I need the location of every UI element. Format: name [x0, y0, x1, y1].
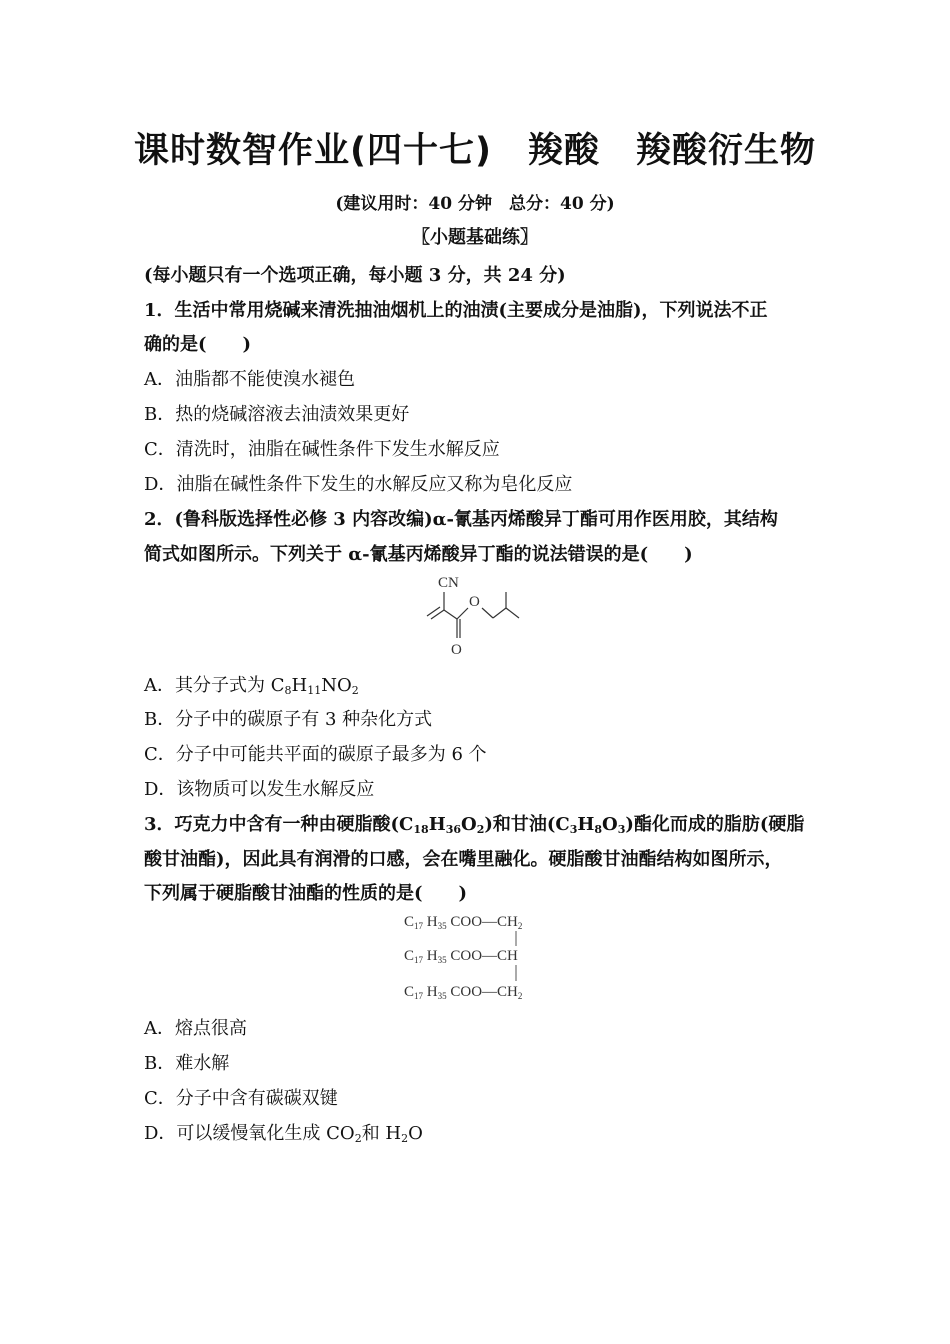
q2-option-b: B．分子中的碳原子有 3 种杂化方式 [144, 709, 433, 730]
cn-label: CN [438, 575, 459, 591]
q1-option-b: B．热的烧碱溶液去油渍效果更好 [144, 404, 410, 425]
q3-stem-line3: 下列属于硬脂酸甘油酯的性质的是( ) [144, 883, 468, 904]
q3-option-b: B．难水解 [144, 1053, 230, 1074]
q2-stem-line2: 简式如图所示。下列关于 α-氰基丙烯酸异丁酯的说法错误的是( ) [144, 544, 693, 565]
carbonyl-o-label: O [451, 642, 462, 658]
structure-row-2: $C_{17}$ $H_{35}$ COO—CH [404, 948, 518, 965]
time-score-note: (建议用时：40 分钟 总分：40 分) [335, 194, 615, 214]
q2-option-c: C．分子中可能共平面的碳原子最多为 6 个 [144, 744, 487, 765]
glyceryl-stearate-structure-diagram [400, 906, 550, 1006]
q1-option-a: A．油脂都不能使溴水褪色 [144, 369, 355, 390]
q3-stem-line2: 酸甘油酯)，因此具有润滑的口感，会在嘴里融化。硬脂酸甘油酯结构如图所示， [144, 849, 783, 870]
structure-row-1: $C_{17}$ $H_{35}$ $COO—CH_2$ [404, 914, 523, 931]
q3-option-c: C．分子中含有碳碳双键 [144, 1088, 338, 1109]
structure-row-3: $C_{17}$ $H_{35}$ $COO—CH_2$ [404, 984, 523, 1001]
q3-stem-line1: 3．巧克力中含有一种由硬脂酸$(C_{18}H_{36}O_2)$和甘油$(C_3H_8O_3)$酯化而成的脂肪(硬脂 [144, 814, 805, 836]
q3-option-a: A．熔点很高 [144, 1018, 247, 1039]
q1-option-d: D．油脂在碱性条件下发生的水解反应又称为皂化反应 [144, 474, 573, 495]
page-title: 课时数智作业(四十七) 羧酸 羧酸衍生物 [134, 131, 816, 171]
q3-option-d: D．可以缓慢氧化生成 $CO_2$和 $H_2O$ [144, 1123, 423, 1145]
q2-option-d: D．该物质可以发生水解反应 [144, 779, 375, 800]
instructions-note: (每小题只有一个选项正确，每小题 3 分，共 24 分) [144, 265, 566, 286]
q2-stem-line1: 2．(鲁科版选择性必修 3 内容改编)α-氰基丙烯酸异丁酯可用作医用胶，其结构 [144, 509, 778, 530]
q1-option-c: C．清洗时，油脂在碱性条件下发生水解反应 [144, 439, 500, 460]
q2-option-a: A．其分子式为 $C_8H_{11}NO_2$ [144, 675, 359, 697]
ester-o-label: O [469, 594, 480, 610]
q1-stem-line2: 确的是( ) [144, 334, 252, 355]
cyanoacrylate-structure-diagram [420, 570, 530, 662]
section-heading: 〖小题基础练〗 [412, 227, 538, 248]
q1-stem-line1: 1．生活中常用烧碱来清洗抽油烟机上的油渍(主要成分是油脂)，下列说法不正 [144, 300, 768, 321]
